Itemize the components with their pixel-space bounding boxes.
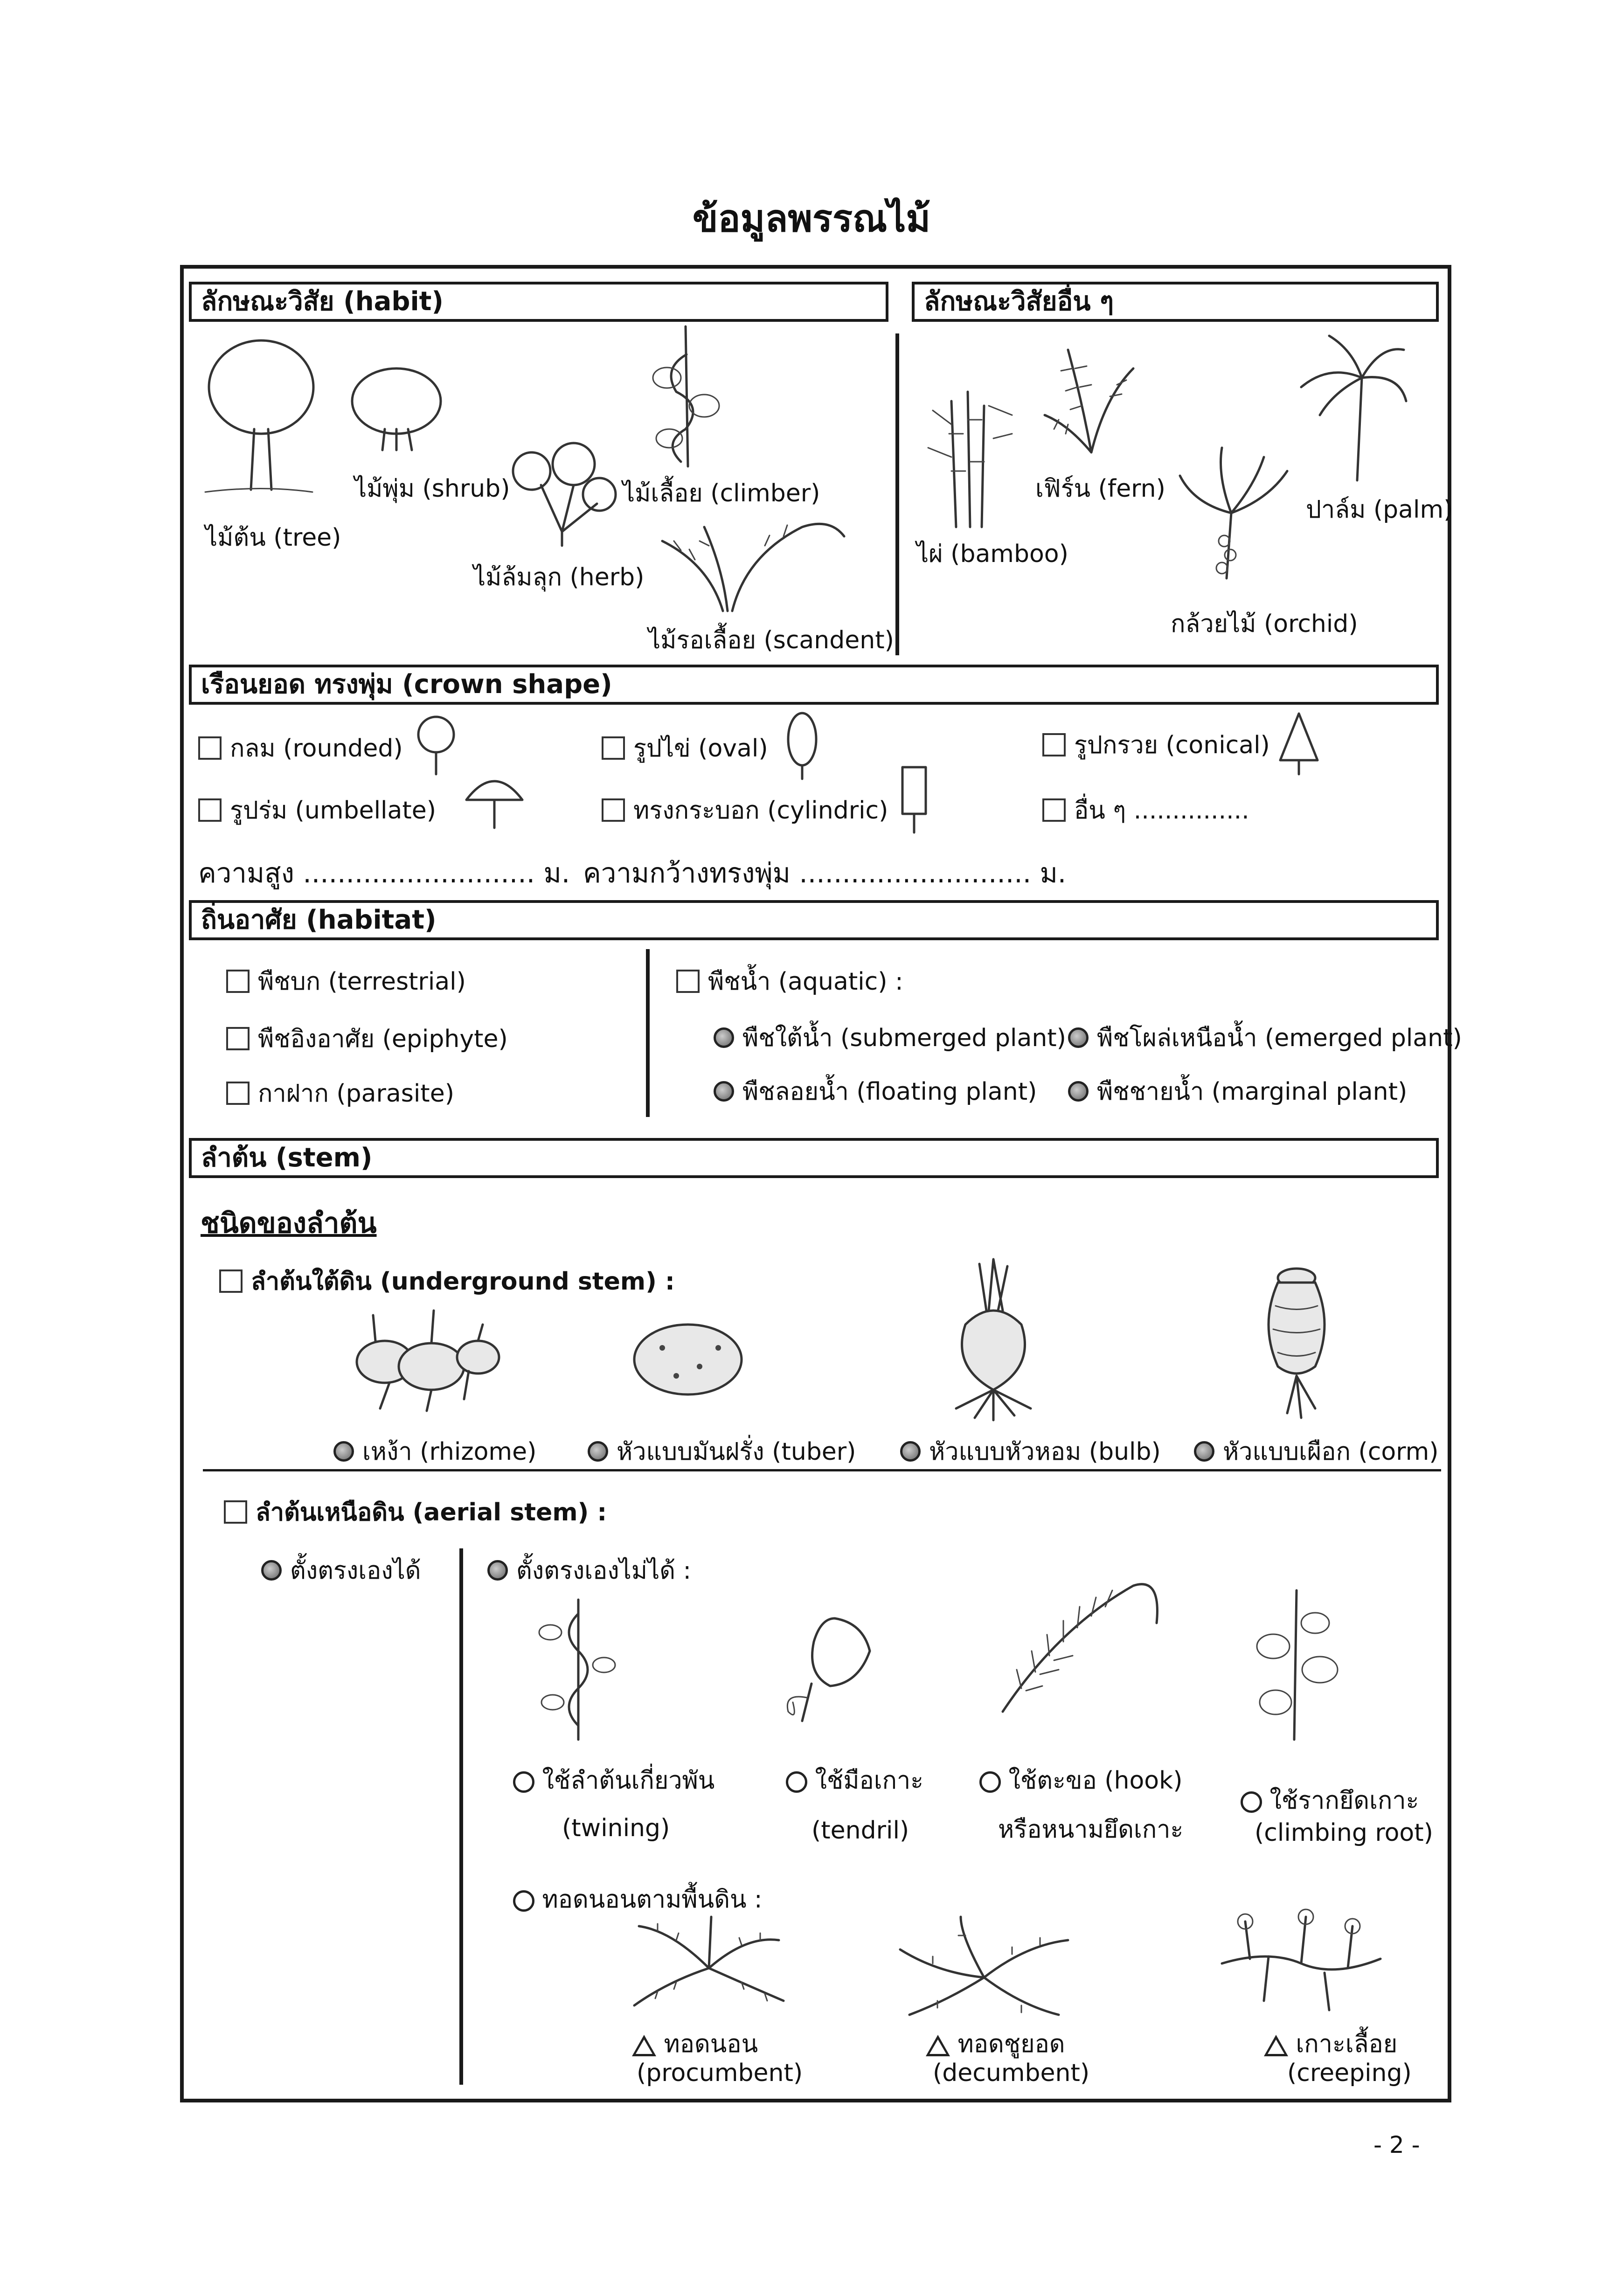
climbing-root-option[interactable] (1241, 1781, 1419, 1819)
habit-header: ลักษณะวิสัย (habit) (189, 282, 888, 322)
aerial-stem-option[interactable] (224, 1492, 607, 1531)
twining-option[interactable] (513, 1761, 714, 1799)
procumbent-label-th: ทอดนอน (664, 2030, 758, 2058)
creeping-label-en: (creeping) (1287, 2059, 1412, 2087)
crown-umbellate-option[interactable] (198, 791, 436, 829)
creeping-illustration (1213, 1903, 1390, 2024)
epiphyte-checkbox[interactable] (226, 1027, 250, 1050)
terrestrial-label: พืชบก (terrestrial) (258, 968, 466, 996)
tuber-option[interactable] (588, 1432, 856, 1471)
hook-label-th: ใช้ตะขอ (hook) (1008, 1767, 1183, 1795)
other-habit-header: ลักษณะวิสัยอื่น ๆ (912, 282, 1439, 322)
crown-conical-option[interactable] (1042, 725, 1270, 764)
tuber-label: หัวแบบมันฝรั่ง (tuber) (617, 1438, 856, 1466)
floating-radio[interactable] (714, 1081, 734, 1102)
aquatic-label: พืชน้ำ (aquatic) : (708, 968, 903, 996)
twining-illustration (518, 1595, 620, 1744)
rhizome-radio[interactable] (333, 1441, 354, 1462)
fern-illustration (1040, 340, 1143, 457)
shrub-label: ไม้พุ่ม (shrub) (354, 475, 510, 503)
crown-other-label: อื่น ๆ ............... (1074, 797, 1249, 825)
decumbent-triangle[interactable] (926, 2035, 950, 2056)
underground-stem-label: ลำต้นใต้ดิน (underground stem) : (251, 1268, 675, 1296)
decumbent-label-th: ทอดชูยอด (957, 2030, 1065, 2058)
crown-rounded-option[interactable] (198, 728, 403, 767)
twining-label-th: ใช้ลำต้นเกี่ยวพัน (542, 1767, 715, 1795)
rhizome-option[interactable] (333, 1432, 536, 1471)
crown-header: เรือนยอด ทรงพุ่ม (crown shape) (189, 665, 1439, 705)
aerial-stem-checkbox[interactable] (224, 1500, 247, 1524)
procumbent-option[interactable] (632, 2024, 758, 2063)
oval-shape-icon (784, 711, 821, 781)
hook-illustration (993, 1572, 1171, 1721)
rhizome-label: เหง้า (rhizome) (362, 1438, 537, 1466)
bamboo-illustration (923, 392, 1017, 532)
erect-radio[interactable] (261, 1560, 282, 1581)
corm-label: หัวแบบเผือก (corm) (1223, 1438, 1439, 1466)
crown-rounded-checkbox[interactable] (198, 736, 222, 760)
habitat-marginal-option[interactable] (1068, 1072, 1407, 1110)
creeping-triangle[interactable] (1264, 2035, 1288, 2056)
decumbent-option[interactable] (926, 2024, 1065, 2063)
tendril-illustration (770, 1604, 881, 1726)
crown-conical-checkbox[interactable] (1042, 733, 1066, 756)
crown-rounded-label: กลม (rounded) (230, 735, 403, 763)
habitat-divider (646, 949, 650, 1117)
crown-other-checkbox[interactable] (1042, 798, 1066, 822)
crown-oval-checkbox[interactable] (602, 736, 625, 760)
crown-other-option[interactable] (1042, 791, 1249, 829)
hook-label-en: หรือหนามยึดเกาะ (998, 1816, 1184, 1844)
epiphyte-label: พืชอิงอาศัย (epiphyte) (258, 1025, 508, 1053)
floating-label: พืชลอยน้ำ (floating plant) (742, 1078, 1037, 1106)
tendril-label-th: ใช้มือเกาะ (815, 1767, 924, 1795)
stem-types-title: ชนิดของลำต้น (201, 1207, 377, 1240)
habit-divider (895, 333, 899, 655)
erect-option[interactable] (261, 1551, 421, 1589)
climber-label: ไม้เลื้อย (climber) (623, 479, 820, 507)
scandent-illustration (653, 508, 849, 616)
cylindric-shape-icon (895, 765, 933, 835)
crown-cylindric-label: ทรงกระบอก (cylindric) (633, 797, 888, 825)
parasite-checkbox[interactable] (226, 1082, 250, 1105)
tuber-radio[interactable] (588, 1441, 608, 1462)
ground-label: ทอดนอนตามพื้นดิน : (542, 1886, 763, 1914)
crown-height-field[interactable]: ความสูง ........................... ม. (198, 857, 570, 889)
climber-illustration (644, 326, 728, 471)
tendril-label-en: (tendril) (812, 1817, 909, 1845)
habitat-emerged-option[interactable] (1068, 1018, 1462, 1057)
decumbent-label-en: (decumbent) (933, 2059, 1090, 2087)
procumbent-triangle[interactable] (632, 2035, 656, 2056)
crown-width-field[interactable]: ความกว้างทรงพุ่ม ........................... ม. (583, 857, 1067, 889)
crown-oval-label: รูปไข่ (oval) (633, 735, 768, 763)
bulb-radio[interactable] (900, 1441, 921, 1462)
not-erect-radio[interactable] (487, 1560, 508, 1581)
ground-radio[interactable] (513, 1890, 534, 1912)
aerial-stem-label: ลำต้นเหนือดิน (aerial stem) : (256, 1498, 607, 1526)
marginal-label: พืชชายน้ำ (marginal plant) (1097, 1078, 1408, 1106)
erect-label: ตั้งตรงเองได้ (290, 1557, 421, 1585)
tendril-option[interactable] (786, 1761, 923, 1799)
crown-umbellate-label: รูปร่ม (umbellate) (230, 797, 436, 825)
rounded-shape-icon (415, 716, 462, 777)
tuber-illustration (630, 1320, 746, 1399)
bamboo-label: ไผ่ (bamboo) (916, 540, 1068, 568)
habitat-submerged-option[interactable] (714, 1018, 1066, 1057)
bulb-option[interactable] (900, 1432, 1161, 1471)
shrub-illustration (347, 364, 445, 457)
terrestrial-checkbox[interactable] (226, 970, 250, 993)
habitat-header: ถิ่นอาศัย (habitat) (189, 900, 1439, 940)
hook-radio[interactable] (979, 1771, 1001, 1793)
parasite-label: กาฝาก (parasite) (258, 1080, 454, 1108)
aerial-divider (459, 1548, 463, 2085)
umbellate-shape-icon (464, 770, 525, 830)
orchid-label: กล้วยไม้ (orchid) (1171, 610, 1358, 638)
crown-cylindric-checkbox[interactable] (602, 798, 625, 822)
crown-conical-label: รูปกรวย (conical) (1074, 731, 1270, 759)
emerged-label: พืชโผล่เหนือน้ำ (emerged plant) (1097, 1024, 1462, 1052)
submerged-label: พืชใต้น้ำ (submerged plant) (742, 1024, 1066, 1052)
corm-option[interactable] (1194, 1432, 1439, 1471)
herb-illustration (504, 438, 620, 550)
bulb-label: หัวแบบหัวหอม (bulb) (929, 1438, 1161, 1466)
submerged-radio[interactable] (714, 1027, 734, 1048)
crown-umbellate-checkbox[interactable] (198, 798, 222, 822)
fern-label: เฟิร์น (fern) (1035, 475, 1165, 503)
crown-cylindric-option[interactable] (602, 791, 888, 829)
habitat-aquatic-option[interactable] (676, 962, 903, 1000)
twining-label-en: (twining) (562, 1814, 670, 1842)
twining-radio[interactable] (513, 1771, 534, 1793)
tendril-radio[interactable] (786, 1771, 807, 1793)
corm-illustration (1250, 1264, 1343, 1422)
procumbent-illustration (630, 1912, 788, 2019)
page-number: - 2 - (1373, 2131, 1420, 2158)
creeping-label-th: เกาะเลื้อย (1296, 2030, 1398, 2058)
climbing-root-radio[interactable] (1241, 1791, 1262, 1813)
conical-shape-icon (1276, 711, 1322, 777)
stem-divider (203, 1469, 1441, 1471)
underground-stem-checkbox[interactable] (219, 1269, 243, 1293)
palm-label: ปาล์ม (palm) (1306, 496, 1453, 524)
climbing-root-label-en: (climbing root) (1255, 1819, 1433, 1847)
habitat-parasite-option[interactable] (226, 1074, 454, 1112)
not-erect-option[interactable] (487, 1551, 691, 1589)
habitat-terrestrial-option[interactable] (226, 962, 466, 1000)
creeping-option[interactable] (1264, 2024, 1397, 2063)
hook-option[interactable] (979, 1761, 1183, 1799)
orchid-illustration (1175, 448, 1292, 583)
aquatic-checkbox[interactable] (676, 970, 700, 993)
herb-label: ไม้ล้มลุก (herb) (473, 563, 645, 591)
tree-label: ไม้ต้น (tree) (205, 524, 341, 552)
climbing-root-label-th: ใช้รากยึดเกาะ (1269, 1787, 1419, 1815)
page-title: ข้อมูลพรรณไม้ (692, 197, 931, 240)
climbing-root-illustration (1245, 1586, 1348, 1744)
stem-header: ลำต้น (stem) (189, 1138, 1439, 1178)
bulb-illustration (937, 1255, 1049, 1422)
marginal-radio[interactable] (1068, 1081, 1089, 1102)
crown-oval-option[interactable] (602, 728, 768, 767)
habitat-epiphyte-option[interactable] (226, 1019, 508, 1058)
emerged-radio[interactable] (1068, 1027, 1089, 1048)
procumbent-label-en: (procumbent) (637, 2059, 803, 2087)
rhizome-illustration (347, 1306, 506, 1413)
scandent-label: ไม้รอเลื้อย (scandent) (648, 626, 894, 654)
palm-illustration (1292, 336, 1408, 485)
habitat-floating-option[interactable] (714, 1072, 1037, 1110)
decumbent-illustration (891, 1908, 1077, 2024)
corm-radio[interactable] (1194, 1441, 1214, 1462)
underground-stem-option[interactable] (219, 1262, 675, 1300)
tree-illustration (196, 336, 317, 504)
not-erect-label: ตั้งตรงเองไม่ได้ : (516, 1557, 692, 1585)
